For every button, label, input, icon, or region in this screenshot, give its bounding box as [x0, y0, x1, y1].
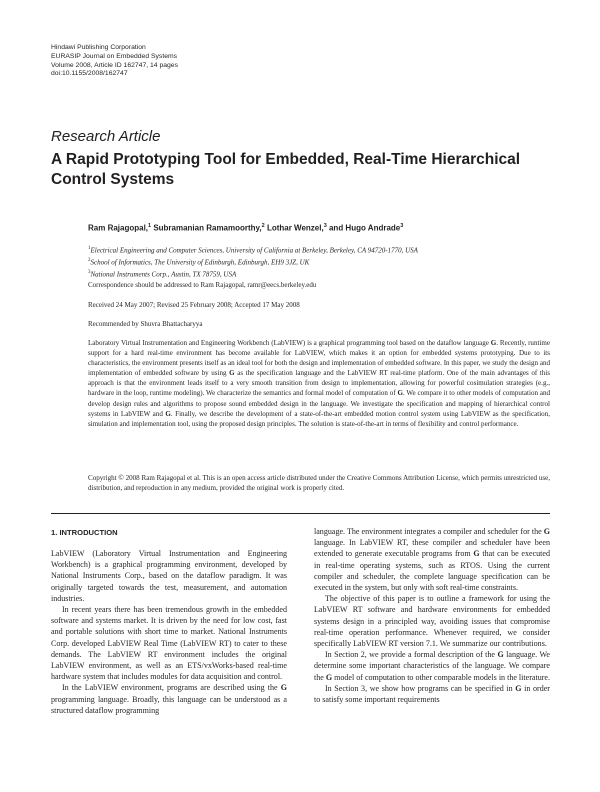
volume-info: Volume 2008, Article ID 162747, 14 pages	[51, 61, 178, 69]
journal-name: EURASIP Journal on Embedded Systems	[51, 52, 178, 60]
article-type: Research Article	[51, 128, 161, 145]
paragraph: The objective of this paper is to outline a framework for using the LabVIEW RT software and hardware environments for embedded systems design in a principled way, avoiding issues that compromise real-time operation performance. Whenever required, we consider specifically LabVIEW RT version 7.1. We summarize our contributions.	[314, 594, 550, 649]
copyright-notice: Copyright © 2008 Ram Rajagopal et al. This is an open access article distributed under the Creative Commons Attribution License, which permits unrestricted use, distribution, and reproduction in any medium, provided the original work is properly cited.	[88, 474, 550, 493]
paragraph: In Section 3, we show how programs can be specified in G in order to satisfy some important requirements	[314, 683, 550, 705]
paper-title: A Rapid Prototyping Tool for Embedded, Real-Time Hierarchical Control Systems	[51, 151, 521, 188]
section-heading: 1. INTRODUCTION	[51, 528, 118, 537]
author-list	[88, 223, 403, 233]
author-name: Ram Rajagopal,	[88, 223, 149, 233]
author-name: and Hugo Andrade	[328, 223, 401, 233]
author-affil-mark: 3	[400, 223, 404, 229]
journal-header	[51, 44, 178, 79]
publisher: Hindawi Publishing Corporation	[51, 44, 146, 51]
paragraph: language. The environment integrates a compiler and scheduler for the G language. In LabVIEW RT, these compiler and scheduler have been extended to generate executable programs from G that can be executed in real-time operating systems, such as RTOS. Using the current compiler and scheduler, the complete language specification can be executed in the system, but only with soft real-time constraints.	[314, 527, 551, 593]
history-dates: Received 24 May 2007; Revised 25 February 2008; Accepted 17 May 2008	[88, 301, 300, 309]
correspondence: Correspondence should be addressed to Ram Rajagopal, ramr@eecs.berkeley.edu	[88, 281, 317, 289]
author-name: Subramanian Ramamoorthy,	[153, 223, 262, 233]
left-column	[51, 548, 287, 716]
author-affil-mark: 3	[323, 223, 327, 229]
doi: doi:10.1155/2008/162747	[51, 70, 128, 78]
paragraph: In the LabVIEW environment, programs are described using the G programming language. Broadly, this language can be understood as a structured dataflow programming	[51, 683, 287, 715]
affiliations	[88, 244, 418, 280]
author-affil-mark: 2	[261, 223, 265, 229]
paragraph: In recent years there has been tremendous growth in the embedded software and systems market. It is driven by the need for low cost, fast and portable solutions with short time to market. National Instruments Corp. developed LabVIEW Real Time (LabVIEW RT) to cater to these demands. The LabVIEW RT environment includes the original LabVIEW environment, as well as an ETS/vxWorks-based real-time hardware system that includes modules for data acquisition and control.	[51, 605, 287, 682]
abstract: Laboratory Virtual Instrumentation and Engineering Workbench (LabVIEW) is a graphical programming tool based on the dataflow language G. Recently, runtime support for a hard real-time environment has become available for LabVIEW, which makes it an option for embedded systems prototyping. Due to its characteristics, the environment presents itself as an ideal tool for both the design and implementation of embedded software. In this paper, we study the design and implementation of embedded software by using G as the specification language and the LabVIEW RT real-time platform. One of the main advantages of this approach is that the environment leads itself to a very smooth transition from design to implementation, allowing for powerful cosimulation strategies (e.g., hardware in the loop, runtime modeling). We characterize the semantics and formal model of computation of G. We compare it to other models of computation and develop design rules and algorithms to propose sound embedded design in the language. We investigate the specification and mapping of hierarchical control systems in LabVIEW and G. Finally, we describe the development of a state-of-the-art embedded motion control system using LabVIEW as the specification, simulation and implementation tool, using the proposed design principles. The solution is state-of-the-art in terms of flexibility and control performance.	[88, 339, 550, 428]
recommended-by: Recommended by Shuvra Bhattacharyya	[88, 320, 203, 328]
right-column	[314, 526, 550, 705]
affiliation: $^1$Electrical Engineering and Computer Sciences, University of California at Berkeley, Berkeley, CA 94720-1770, USA	[88, 246, 418, 255]
author-affil-mark: 1	[148, 223, 152, 229]
affiliation: $^2$School of Informatics, The University of Edinburgh, Edinburgh, EH9 3JZ, UK	[88, 258, 310, 267]
paragraph: In Section 2, we provide a formal description of the G language. We determine some important characteristics of the language. We compare the G model of computation to other comparable models in the literature.	[314, 650, 550, 682]
paragraph: LabVIEW (Laboratory Virtual Instrumentation and Engineering Workbench) is a graphical programming environment, developed by National Instruments Corp., based on the dataflow paradigm. It was originally targeted towards the test, measurement, and automation industries.	[51, 549, 287, 603]
divider-rule	[51, 513, 550, 514]
author-name: Lothar Wenzel,	[266, 223, 324, 233]
affiliation: $^3$National Instruments Corp., Austin, TX 78759, USA	[88, 270, 237, 279]
